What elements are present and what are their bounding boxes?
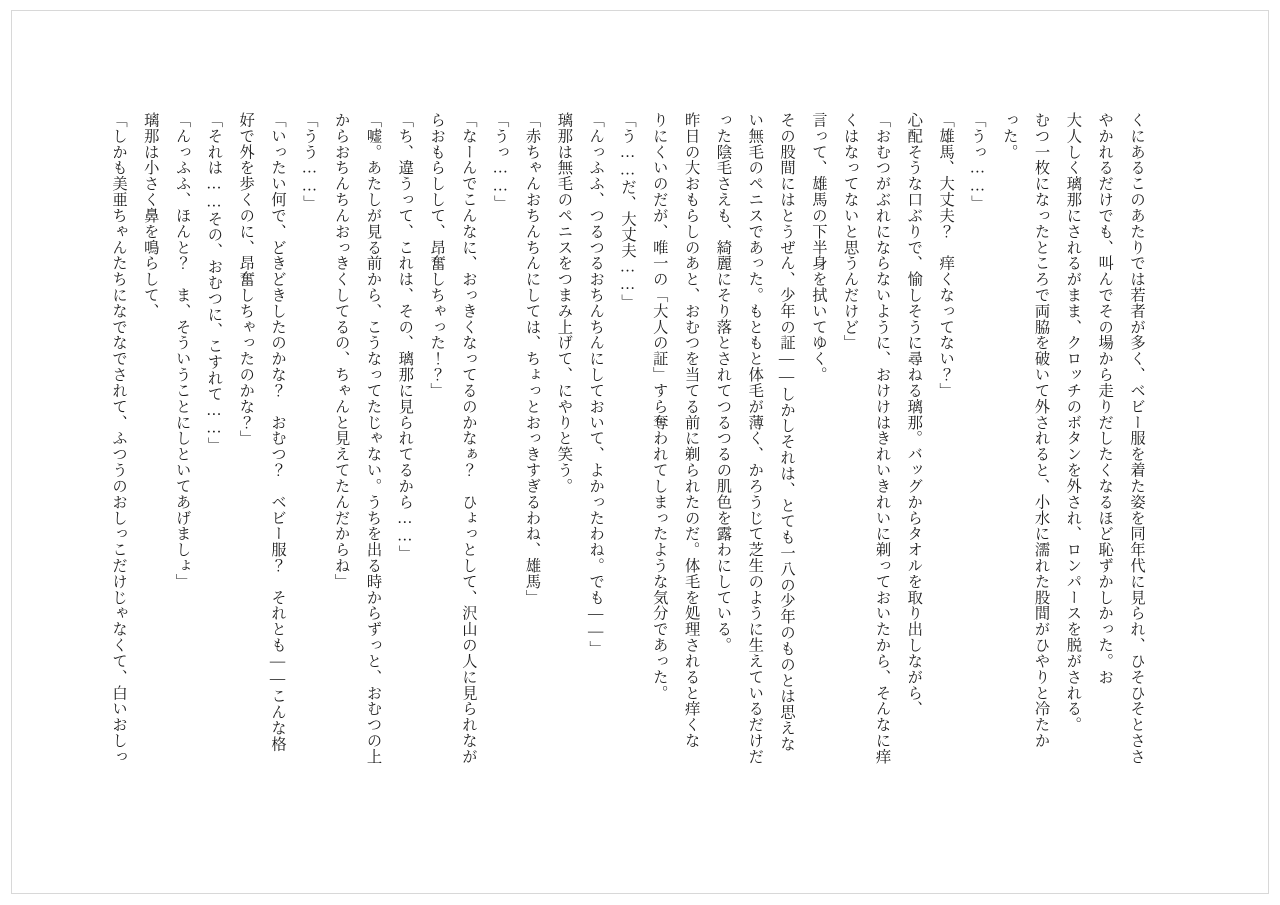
vertical-text-column-group xyxy=(38,112,1152,812)
text-line: りにくいのだが、唯一の「大人の証」すら奪われてしまったような気分であった。 xyxy=(650,112,668,701)
text-line: 好で外を歩くのに、昂奮しちゃったのかな？」 xyxy=(237,112,255,447)
text-line: った。 xyxy=(1000,112,1018,160)
text-line: 「いったい何で、どきどきしたのかな？ おむつ？ ベビー服？ それとも——こんな格 xyxy=(269,112,287,752)
text-line: くにあるこのあたりでは若者が多く、ベビー服を着た姿を同年代に見られ、ひそひそとささ xyxy=(1128,112,1145,765)
text-line: 心配そうな口ぶりで、愉しそうに尋ねる璃那。バッグからタオルを取り出しながら、 xyxy=(905,112,923,717)
text-line: 「うっ……」 xyxy=(491,112,509,211)
text-line: 「うっ……」 xyxy=(968,112,986,211)
text-line: 昨日の大おもらしのあと、おむつを当てる前に剃られたのだ。体毛を処理されると痒くな xyxy=(682,112,700,749)
text-line: 「う……だ、大丈夫……」 xyxy=(619,112,636,310)
text-line: 「おむつがぶれにならないように、おけけはきれいきれいに剃っておいたから、そんなに痒 xyxy=(873,112,891,765)
text-line: 「嘘。あたしが見る前から、こうなってたじゃない。うちを出る時からずっと、おむつの上 xyxy=(364,112,382,765)
novel-text-block xyxy=(38,112,1152,812)
text-line: からおちんちんおっきくしてるの、ちゃんと見えてたんだからね」 xyxy=(332,112,350,590)
text-line: 「んっふふ、つるつるおちんちんにしておいて、よかったわね。でも——」 xyxy=(587,112,605,657)
text-line: った陰毛さえも、綺麗にそり落とされてつるつるの肌色を露わにしている。 xyxy=(714,112,732,654)
text-line: その股間にはとうぜん、少年の証——しかしそれは、とても一八の少年のものとは思えな xyxy=(778,112,796,752)
text-line: 璃那は無毛のペニスをつまみ上げて、にやりと笑う。 xyxy=(555,112,573,494)
text-line: 「なーんでこんなに、おっきくなってるのかなぁ？ ひょっとして、沢山の人に見られなが xyxy=(459,112,477,765)
text-line: 言って、雄馬の下半身を拭いてゆく。 xyxy=(809,112,827,383)
text-line: い無毛のペニスであった。もともと体毛が薄く、かろうじて芝生のように生えているだけだ xyxy=(746,112,764,765)
text-line: 「雄馬、大丈夫？ 痒くなってない？」 xyxy=(937,112,955,399)
text-line: やかれるだけでも、叫んでその場から走りだしたくなるほど恥ずかしかった。お xyxy=(1096,112,1114,685)
text-line: 「しかも美亜ちゃんたちになでなでされて、ふつうのおしっこだけじゃなくて、白いおしっ xyxy=(110,112,127,765)
text-line: 「赤ちゃんおちんちんにしては、ちょっとおっきすぎるわね、雄馬」 xyxy=(523,112,541,606)
text-line: 「ち、違うって、これは、その、璃那に見られてるから……」 xyxy=(396,112,414,561)
text-line: 「それは……その、おむつに、こすれて……」 xyxy=(205,112,223,453)
text-line: 璃那は小さく鼻を鳴らして、 xyxy=(141,112,159,319)
text-line: 大人しく璃那にされるがまま、クロッチのボタンを外され、ロンパースを脱がされる。 xyxy=(1064,112,1082,733)
text-line: むつ一枚になったところで両脇を破いて外されると、小水に濡れた股間がひやりと冷たか xyxy=(1032,112,1050,749)
text-line: 「うう……」 xyxy=(300,112,318,211)
text-line: くはなってないと思うんだけど」 xyxy=(841,112,859,351)
text-line: 「んっふふ、ほんと？ ま、そういうことにしといてあげましょ」 xyxy=(173,112,191,590)
text-line: らおもらしして、昂奮しちゃった！？」 xyxy=(428,112,446,399)
